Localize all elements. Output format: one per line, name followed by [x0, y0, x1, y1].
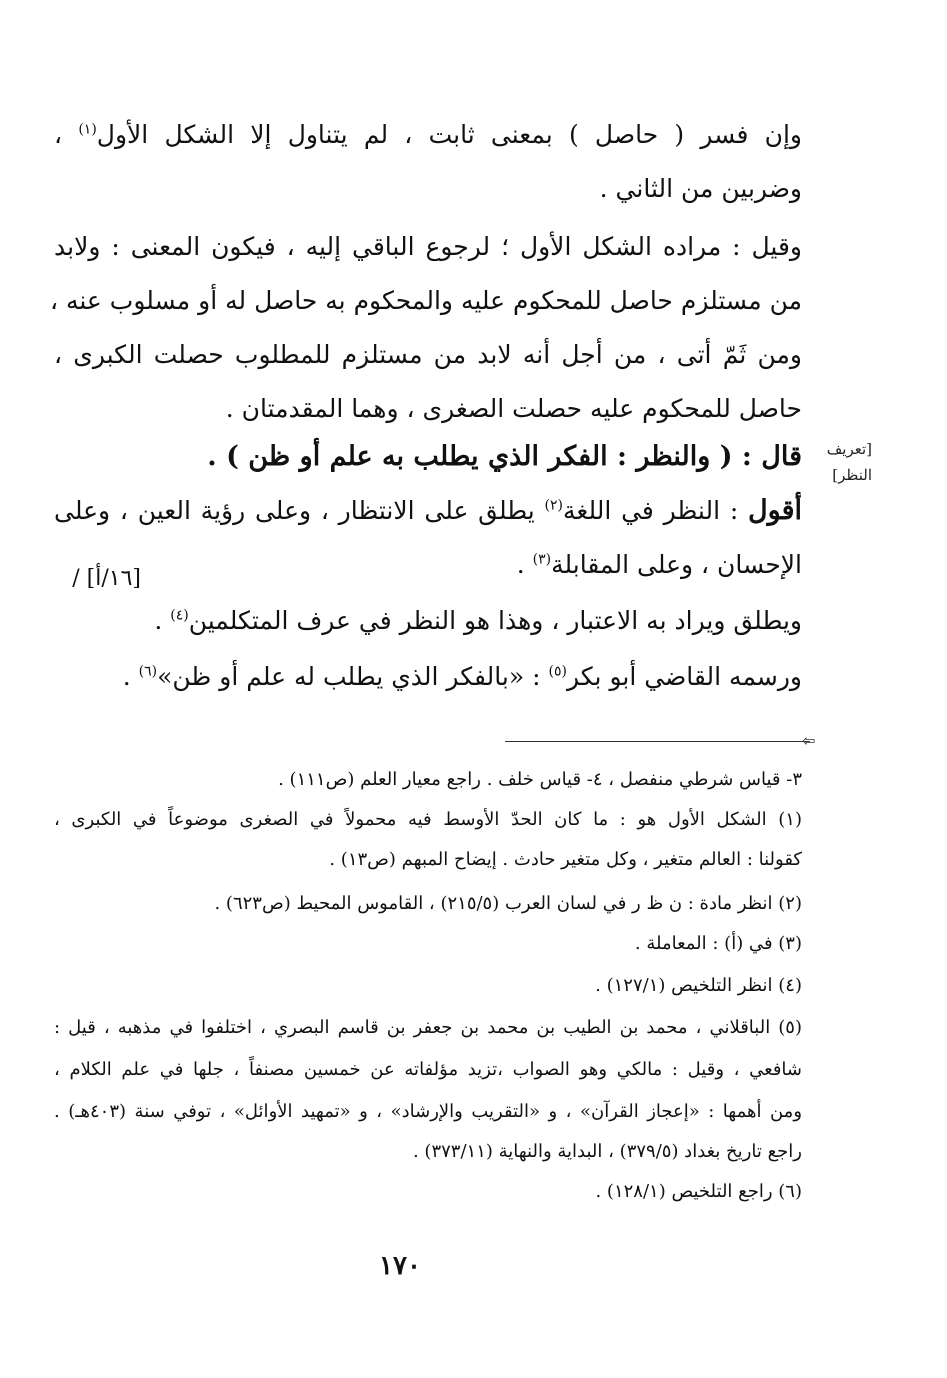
footnote-line: شافعي ، وقيل : مالكي وهو الصواب ،تزيد مؤلفاته عن خمسين مصنفاً ، جلها في علم الكلام ، — [54, 1059, 802, 1080]
footnote-ref-5: (٥) — [548, 663, 567, 680]
footnote-ref-1: (١) — [78, 121, 97, 138]
footnote-line: ومن أهمها : «إعجاز القرآن» ، و «التقريب والإرشاد» ، و «تمهيد الأوائل» ، توفي سنة (٤٠٣هـ) . — [54, 1101, 803, 1122]
footnote-ref-6: (٦) — [138, 663, 158, 680]
footnote-separator — [505, 741, 810, 742]
punctuation: . — [122, 662, 131, 691]
body-line-6: حاصل للمحكوم عليه حصلت الصغرى ، وهما المقدمتان . — [225, 394, 802, 423]
footnote-line: (٥) الباقلاني ، محمد بن الطيب بن محمد بن جعفر بن قاسم البصري ، اختلفوا في مذهبه ، قيل : — [54, 1017, 802, 1038]
footnote-line: كقولنا : العالم متغير ، وكل متغير حادث . إيضاح المبهم (ص١٣) . — [329, 849, 802, 870]
matn-text: قال : ( والنظر : الفكر الذي يطلب به علم أو ظن ) . — [207, 441, 802, 472]
body-text: ويطلق ويراد به الاعتبار ، وهذا هو النظر في عرف المتكلمين — [188, 606, 802, 635]
body-line-1 — [54, 118, 802, 152]
body-text: : «بالفكر الذي يطلب له علم أو ظن» — [157, 662, 541, 691]
footnote-line: (٦) راجع التلخيص (١٢٨/١) . — [595, 1181, 802, 1202]
page-number: ١٧٠ — [379, 1251, 421, 1281]
body-text: يطلق على الانتظار ، وعلى رؤية العين ، وعلى — [54, 496, 535, 525]
footnote-line: (٤) انظر التلخيص (١٢٧/١) . — [595, 975, 802, 996]
body-line-urf — [154, 604, 802, 638]
sharh-line-2 — [517, 548, 802, 582]
folio-marker: [١٦/أ] / — [72, 566, 141, 591]
footnote-ref-2: (٢) — [544, 497, 563, 514]
body-text: ورسمه القاضي أبو بكر — [566, 662, 802, 691]
sharh-label: أقول — [748, 495, 803, 526]
sharh-line-1 — [54, 494, 802, 528]
footnote-line: (١) الشكل الأول هو : ما كان الحدّ الأوسط فيه محمولاً في الصغرى موضوعاً في الكبرى ، — [54, 809, 802, 830]
footnote-rule-arrow-icon: ⇦ — [802, 731, 816, 750]
body-line-5: ومن ثَمّ أتى ، من أجل أنه لابد من مستلزم للمطلوب حصلت الكبرى ، — [54, 340, 802, 369]
punctuation: ، — [54, 120, 63, 149]
body-line-3: وقيل : مراده الشكل الأول ؛ لرجوع الباقي إليه ، فيكون المعنى : ولابد — [54, 232, 802, 261]
footnote-ref-3: (٣) — [532, 551, 552, 568]
footnote-line: (٢) انظر مادة : ن ظ ر في لسان العرب (٢١٥/٥) ، القاموس المحيط (ص٦٢٣) . — [214, 893, 802, 914]
body-line-4: من مستلزم حاصل للمحكوم عليه والمحكوم به حاصل له أو مسلوب عنه ، — [49, 286, 802, 315]
body-line-rasm — [123, 660, 802, 694]
footnote-ref-4: (٤) — [170, 607, 189, 624]
footnote-line: ٣- قياس شرطي منفصل ، ٤- قياس خلف . راجع معيار العلم (ص١١١) . — [278, 769, 802, 790]
punctuation: . — [154, 606, 163, 635]
body-text: وإن فسر ( حاصل ) بمعنى ثابت ، لم يتناول إلا الشكل الأول — [96, 120, 803, 149]
margin-note: [تعريف النظر] — [826, 440, 872, 484]
body-text: : النظر في اللغة — [563, 496, 739, 525]
body-line-2: وضربين من الثاني . — [599, 174, 802, 203]
footnote-line: (٣) في (أ) : المعاملة . — [634, 933, 802, 954]
body-text: الإحسان ، وعلى المقابلة — [551, 550, 802, 579]
footnote-line: راجع تاريخ بغداد (٣٧٩/٥) ، البداية والنهاية (٣٧٣/١١) . — [412, 1141, 802, 1162]
punctuation: . — [516, 550, 525, 579]
